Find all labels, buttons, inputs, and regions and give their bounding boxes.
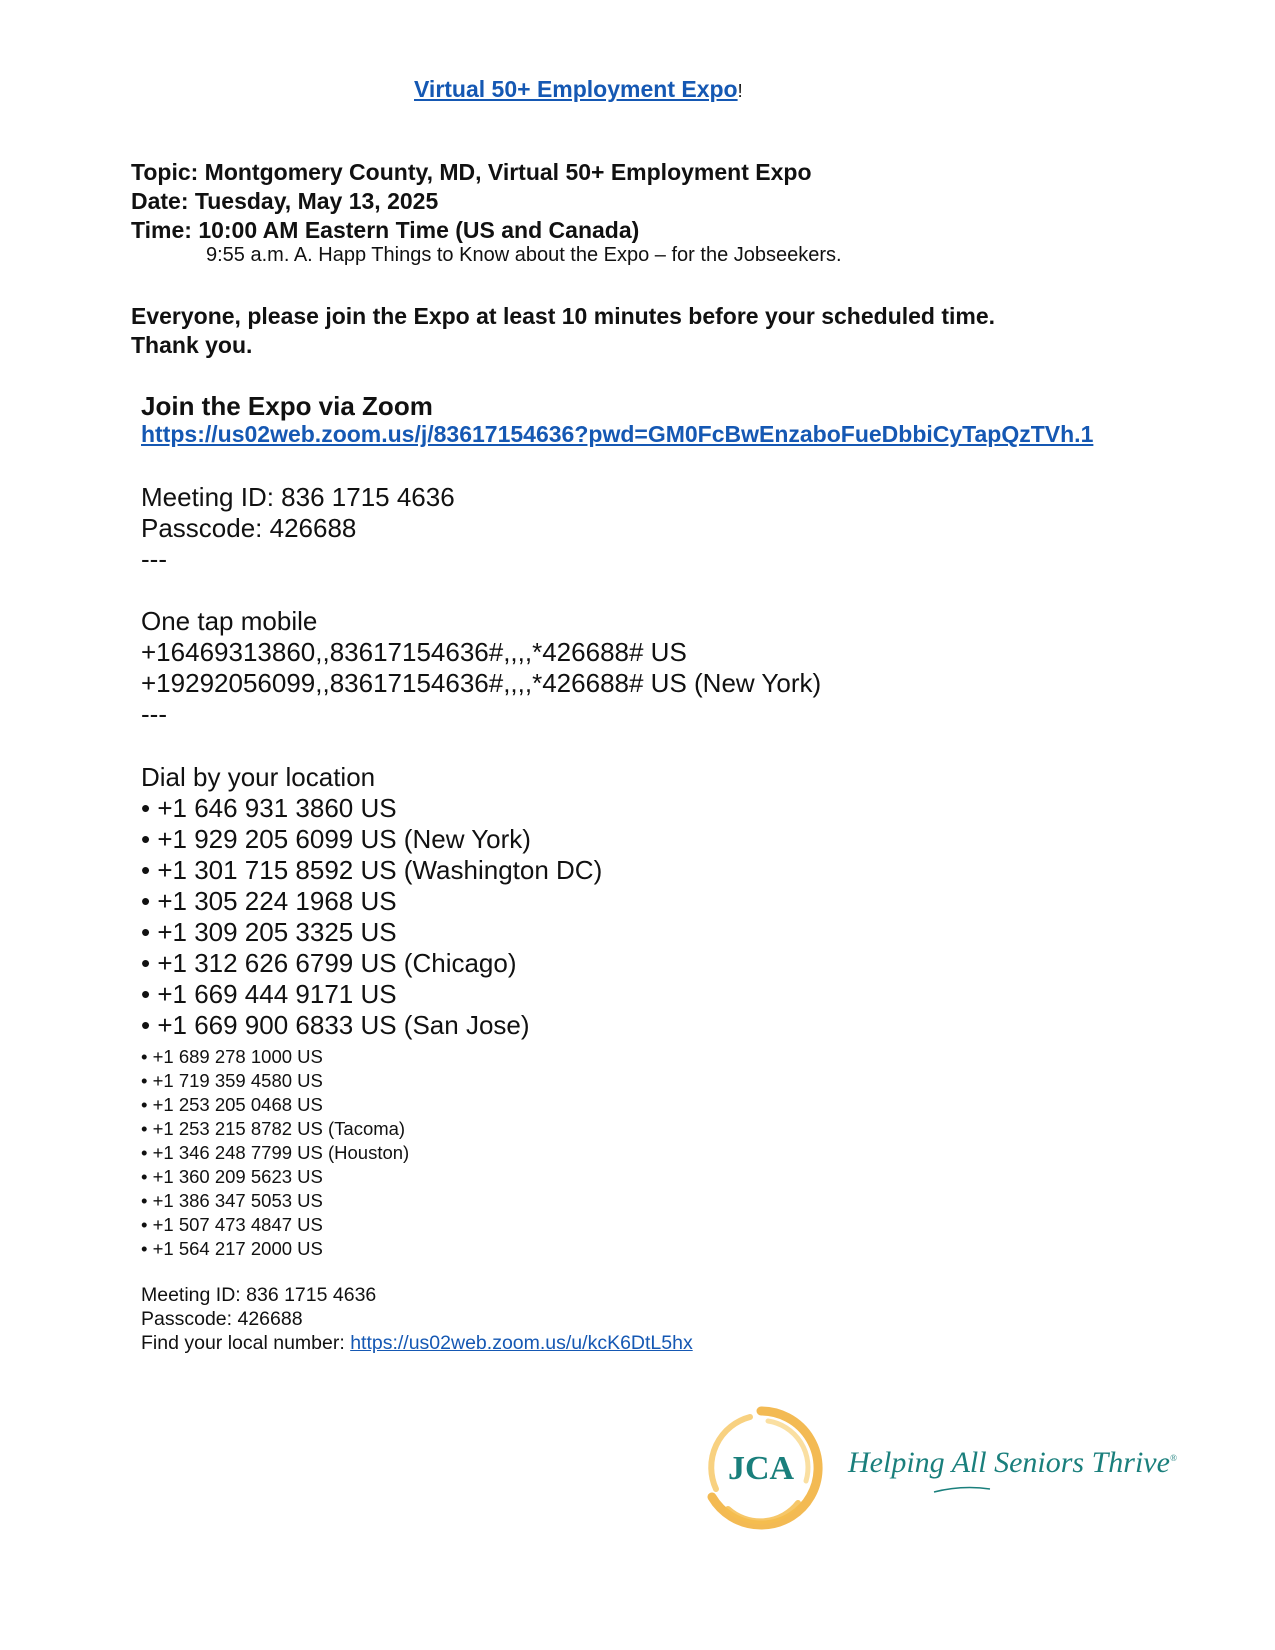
local-number-link[interactable]: https://us02web.zoom.us/u/kcK6DtL5hx (350, 1332, 693, 1354)
separator: --- (141, 699, 167, 729)
dial-number: • +1 253 215 8782 US (Tacoma) (141, 1118, 406, 1139)
footer-info (141, 1283, 693, 1355)
one-tap-section (141, 606, 821, 730)
dial-number: • +1 386 347 5053 US (141, 1190, 323, 1211)
dial-number: • +1 669 444 9171 US (141, 979, 397, 1009)
notice-line-1: Everyone, please join the Expo at least 10 minutes before your scheduled time. (131, 303, 996, 329)
dial-number: • +1 564 217 2000 US (141, 1238, 323, 1259)
separator: --- (141, 544, 167, 574)
footer-meeting-id: Meeting ID: 836 1715 4636 (141, 1284, 377, 1306)
local-number-label: Find your local number: (141, 1332, 351, 1354)
notice-line-2: Thank you. (131, 332, 253, 358)
dial-number: • +1 929 205 6099 US (New York) (141, 824, 531, 854)
dial-number-list-small (141, 1045, 409, 1261)
event-time: Time: 10:00 AM Eastern Time (US and Canada) (131, 217, 640, 243)
dial-number: • +1 301 715 8592 US (Washington DC) (141, 855, 603, 885)
tagline (848, 1446, 1177, 1480)
page-title (414, 76, 743, 103)
dial-number: • +1 360 209 5623 US (141, 1166, 323, 1187)
event-details (131, 158, 812, 245)
join-heading: Join the Expo via Zoom (141, 391, 433, 421)
tagline-text: Helping All Seniors Thrive (848, 1446, 1170, 1479)
title-suffix: ! (737, 81, 743, 101)
one-tap-number: +16469313860,,83617154636#,,,,*426688# US (141, 637, 687, 667)
dial-title: Dial by your location (141, 762, 376, 792)
event-subnote: 9:55 a.m. A. Happ Things to Know about the Expo – for the Jobseekers. (206, 244, 842, 266)
dial-number: • +1 312 626 6799 US (Chicago) (141, 948, 517, 978)
event-topic: Topic: Montgomery County, MD, Virtual 50+ Employment Expo (131, 159, 812, 185)
one-tap-number: +19292056099,,83617154636#,,,,*426688# US (New York) (141, 668, 822, 698)
registered-mark: ® (1169, 1453, 1177, 1463)
local-number-line (141, 1331, 693, 1355)
dial-number: • +1 346 248 7799 US (Houston) (141, 1142, 410, 1163)
dial-number: • +1 689 278 1000 US (141, 1046, 323, 1067)
meeting-id: Meeting ID: 836 1715 4636 (141, 482, 455, 512)
dial-number: • +1 646 931 3860 US (141, 793, 397, 823)
footer-passcode: Passcode: 426688 (141, 1308, 303, 1330)
expo-title-link[interactable]: Virtual 50+ Employment Expo (414, 76, 738, 102)
meeting-info (141, 482, 455, 575)
arrival-notice (131, 302, 995, 360)
swoosh-icon (932, 1486, 992, 1494)
dial-number: • +1 507 473 4847 US (141, 1214, 323, 1235)
tagline-swoosh (932, 1481, 992, 1499)
dial-number: • +1 669 900 6833 US (San Jose) (141, 1010, 530, 1040)
jca-logo (698, 1405, 824, 1536)
jca-ring-icon (698, 1405, 824, 1531)
event-date: Date: Tuesday, May 13, 2025 (131, 188, 439, 214)
dial-number: • +1 305 224 1968 US (141, 886, 397, 916)
zoom-join-link[interactable]: https://us02web.zoom.us/j/83617154636?pwd=GM0FcBwEnzaboFueDbbiCyTapQzTVh.1 (141, 421, 1094, 447)
dial-number: • +1 309 205 3325 US (141, 917, 397, 947)
dial-number: • +1 253 205 0468 US (141, 1094, 323, 1115)
meeting-passcode: Passcode: 426688 (141, 513, 357, 543)
dial-section (141, 762, 602, 1041)
logo-text: JCA (727, 1450, 795, 1487)
dial-number: • +1 719 359 4580 US (141, 1070, 323, 1091)
one-tap-title: One tap mobile (141, 606, 318, 636)
